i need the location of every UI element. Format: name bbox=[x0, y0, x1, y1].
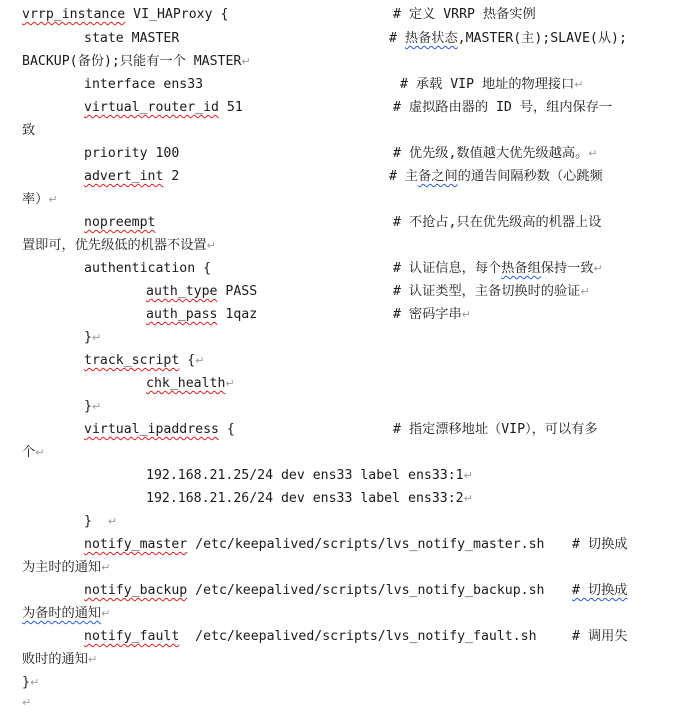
comment-text: 保持一致 bbox=[540, 261, 594, 276]
comment bbox=[572, 536, 627, 554]
code-line bbox=[84, 145, 179, 163]
code-text: 192.168.21.25/24 dev ens33 label ens33:1 bbox=[146, 468, 464, 483]
keyword-vrrp-instance: vrrp_instance bbox=[22, 7, 126, 22]
comment-text: # 不抢占,只在优先级高的机器上设 bbox=[393, 215, 602, 230]
code-line bbox=[84, 398, 101, 416]
code-text: 51 bbox=[218, 100, 243, 115]
paragraph-mark-icon: ↵ bbox=[463, 469, 473, 482]
paragraph-mark-icon: ↵ bbox=[91, 331, 102, 344]
paragraph-mark-icon: ↵ bbox=[463, 492, 473, 505]
keyword-track-script: track_script bbox=[84, 353, 180, 368]
code-line bbox=[84, 352, 204, 370]
code-text: } bbox=[84, 399, 92, 414]
code-text: /etc/keepalived/scripts/lvs_notify_master.sh bbox=[187, 537, 545, 552]
paragraph-mark-icon: ↵ bbox=[107, 515, 118, 528]
code-line bbox=[146, 306, 257, 324]
keyword-virtual-ipaddress: virtual_ipaddress bbox=[84, 422, 219, 437]
code-line bbox=[84, 99, 243, 117]
comment-text: # 调用失 bbox=[572, 629, 628, 644]
code-text: /etc/keepalived/scripts/lvs_notify_fault.sh bbox=[179, 629, 537, 644]
code-text: authentication { bbox=[84, 261, 212, 276]
paragraph-mark-icon: ↵ bbox=[29, 676, 40, 689]
paragraph-mark-icon: ↵ bbox=[91, 400, 102, 413]
comment-text: # 切换成 bbox=[572, 537, 628, 552]
comment-text: # 优先级,数值越大优先级越高。 bbox=[393, 146, 589, 161]
comment bbox=[400, 76, 583, 94]
code-line bbox=[84, 30, 179, 48]
empty-paragraph bbox=[22, 694, 31, 712]
code-text: 个 bbox=[22, 445, 36, 460]
code-text: 192.168.21.26/24 dev ens33 label ens33:2 bbox=[146, 491, 464, 506]
code-text: 置即可，优先级低的机器不设置 bbox=[22, 238, 207, 253]
code-line-wrap bbox=[22, 53, 251, 71]
code-text: interface ens33 bbox=[84, 77, 204, 92]
code-line-wrap bbox=[22, 122, 35, 140]
comment-text: # 承载 VIP 地址的物理接口 bbox=[400, 77, 575, 92]
keyword-nopreempt: nopreempt bbox=[84, 215, 156, 230]
comment bbox=[393, 6, 536, 24]
code-line bbox=[84, 421, 235, 439]
keyword-advert-int: advert_int bbox=[84, 169, 164, 184]
code-text: /etc/keepalived/scripts/lvs_notify_backup.sh bbox=[187, 583, 545, 598]
comment bbox=[572, 582, 627, 600]
code-text: 率） bbox=[22, 192, 49, 207]
paragraph-mark-icon: ↵ bbox=[225, 377, 235, 390]
grammar-flag-text: 备之间 bbox=[418, 169, 458, 184]
comment-text: # 认证类型，主备切换时的验证 bbox=[393, 284, 581, 299]
code-text: 1qaz bbox=[217, 307, 258, 322]
paragraph-mark-icon: ↵ bbox=[87, 653, 98, 666]
code-text: priority 100 bbox=[84, 146, 180, 161]
code-text: BACKUP(备份);只能有一个 MASTER bbox=[22, 54, 242, 69]
code-line bbox=[22, 6, 228, 24]
code-line bbox=[84, 168, 179, 186]
paragraph-mark-icon: ↵ bbox=[35, 446, 45, 459]
code-line bbox=[84, 582, 545, 600]
comment-text: # 密码字串 bbox=[393, 307, 462, 322]
code-text: 2 bbox=[163, 169, 180, 184]
code-text: } bbox=[84, 330, 92, 345]
keyword-notify-fault: notify_fault bbox=[84, 629, 180, 644]
code-line bbox=[84, 260, 211, 278]
comment bbox=[393, 145, 597, 163]
paragraph-mark-icon: ↵ bbox=[206, 239, 216, 252]
comment-text: ,MASTER(主);SLAVE(从); bbox=[457, 31, 627, 46]
paragraph-mark-icon: ↵ bbox=[241, 55, 251, 68]
code-line bbox=[84, 536, 545, 554]
keyword-notify-master: notify_master bbox=[84, 537, 188, 552]
code-line bbox=[146, 283, 257, 301]
keyword-auth-type: auth_type bbox=[146, 284, 218, 299]
paragraph-mark-icon: ↵ bbox=[22, 696, 32, 709]
comment-text: # 指定漂移地址（VIP），可以有多 bbox=[393, 422, 598, 437]
keyword-chk-health: chk_health bbox=[146, 376, 226, 391]
keyword-auth-pass: auth_pass bbox=[146, 307, 218, 322]
comment-text: # 定义 VRRP 热备实例 bbox=[393, 7, 536, 22]
code-line-wrap bbox=[22, 191, 58, 209]
paragraph-mark-icon: ↵ bbox=[195, 354, 205, 367]
comment bbox=[572, 628, 627, 646]
comment bbox=[393, 260, 603, 278]
code-text: 为主时的通知 bbox=[22, 560, 102, 575]
comment-text: # 切换成 bbox=[572, 583, 628, 598]
comment-text: # 虚拟路由器的 ID 号，组内保存一 bbox=[393, 100, 613, 115]
paragraph-mark-icon: ↵ bbox=[461, 308, 471, 321]
comment bbox=[393, 214, 601, 232]
code-line bbox=[84, 513, 117, 531]
comment-text: # 认证信息，每个 bbox=[393, 261, 502, 276]
comment bbox=[389, 168, 603, 186]
code-line-wrap bbox=[22, 444, 44, 462]
code-line bbox=[146, 467, 473, 485]
comment bbox=[393, 283, 590, 301]
paragraph-mark-icon: ↵ bbox=[48, 193, 58, 206]
code-text: } bbox=[84, 514, 92, 529]
paragraph-mark-icon: ↵ bbox=[101, 607, 111, 620]
comment bbox=[393, 99, 612, 117]
code-text: PASS bbox=[217, 284, 258, 299]
paragraph-mark-icon: ↵ bbox=[580, 285, 590, 298]
comment bbox=[393, 421, 598, 439]
comment-text: # 主 bbox=[389, 169, 419, 184]
code-line-wrap bbox=[22, 605, 110, 623]
code-line bbox=[22, 674, 39, 692]
code-line bbox=[84, 628, 537, 646]
comment bbox=[393, 306, 471, 324]
code-line bbox=[84, 214, 155, 232]
paragraph-mark-icon: ↵ bbox=[101, 561, 111, 574]
code-line bbox=[146, 375, 235, 393]
code-text: state MASTER bbox=[84, 31, 180, 46]
comment bbox=[389, 30, 627, 48]
grammar-flag-text: 热备状态 bbox=[404, 31, 458, 46]
code-line-wrap bbox=[22, 559, 110, 577]
code-line bbox=[84, 329, 101, 347]
code-text: { bbox=[218, 422, 235, 437]
code-text: } bbox=[22, 675, 30, 690]
comment-text: # bbox=[389, 31, 405, 46]
code-text: { bbox=[179, 353, 196, 368]
paragraph-mark-icon: ↵ bbox=[574, 78, 584, 91]
code-text: 致 bbox=[22, 123, 36, 138]
comment-text: 的通告间隔秒数（心跳频 bbox=[457, 169, 603, 184]
code-line-wrap bbox=[22, 237, 216, 255]
code-line-wrap bbox=[22, 651, 97, 669]
code-text: 败时的通知 bbox=[22, 652, 88, 667]
code-text: VI_HAProxy { bbox=[125, 7, 229, 22]
paragraph-mark-icon: ↵ bbox=[588, 147, 598, 160]
grammar-flag-text: 热备组 bbox=[501, 261, 541, 276]
keyword-virtual-router-id: virtual_router_id bbox=[84, 100, 219, 115]
grammar-flag-text: 为备时的通知 bbox=[22, 606, 102, 621]
code-line bbox=[146, 490, 473, 508]
keyword-notify-backup: notify_backup bbox=[84, 583, 188, 598]
code-line bbox=[84, 76, 203, 94]
paragraph-mark-icon: ↵ bbox=[593, 262, 603, 275]
